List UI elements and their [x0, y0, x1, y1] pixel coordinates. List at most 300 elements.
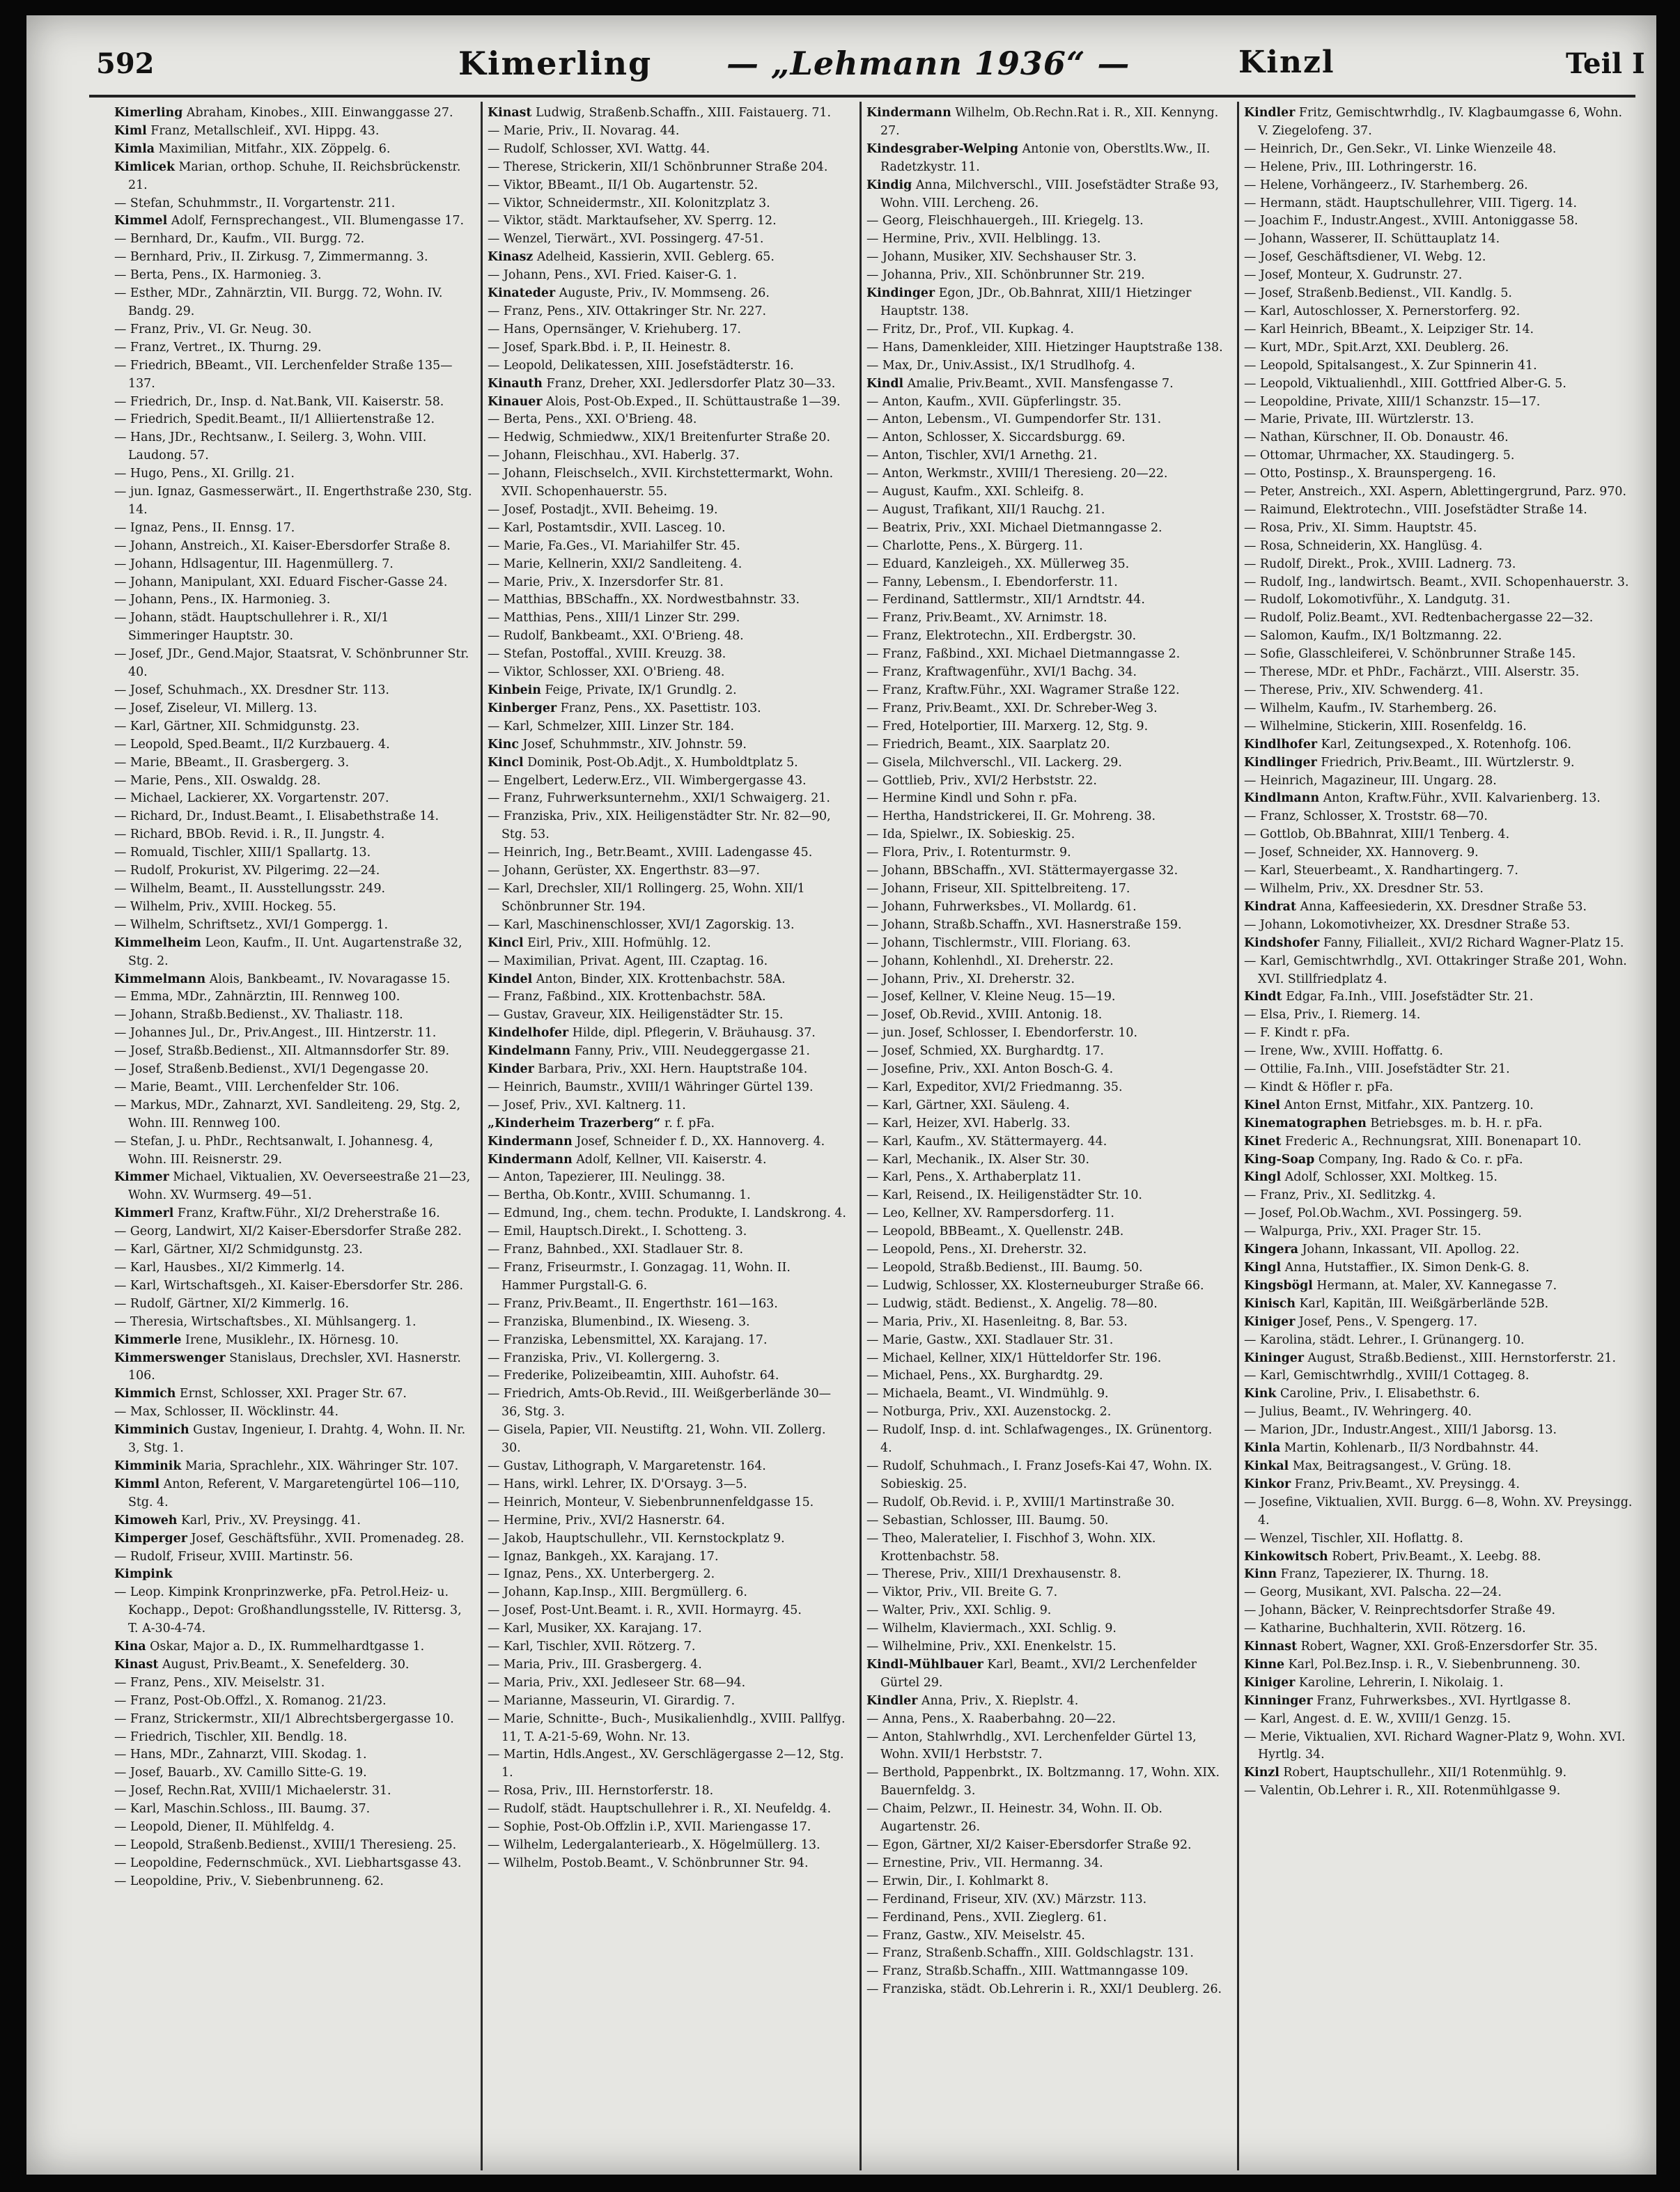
entry-details: — Karolina, städt. Lehrer., I. Grünangerg. 10. — [1244, 1332, 1525, 1347]
directory-entry — [866, 826, 1225, 844]
entry-surname: Kinel — [1244, 1098, 1281, 1112]
directory-entry — [1244, 538, 1634, 556]
directory-entry — [114, 1512, 473, 1530]
directory-entry — [114, 1782, 473, 1801]
entry-details: — Michael, Kellner, XIX/1 Hütteldorfer Str. 196. — [866, 1351, 1162, 1365]
directory-entry — [1244, 1476, 1634, 1494]
entry-surname: Kingsbögl — [1244, 1278, 1313, 1293]
entry-details: Gustav, Ingenieur, I. Drahtg. 4, Wohn. II. Nr. 3, Stg. 1. — [128, 1423, 466, 1456]
directory-entry — [866, 104, 1225, 141]
entry-surname: Kimmerle — [114, 1332, 182, 1347]
directory-entry — [866, 736, 1225, 754]
directory-entry — [866, 177, 1225, 213]
entry-surname: Kindt — [1244, 990, 1282, 1004]
entry-details: — Kurt, MDr., Spit.Arzt, XXI. Deublerg. 26. — [1244, 340, 1509, 355]
entry-surname: Kimml — [114, 1477, 160, 1491]
entry-details: — Friedrich, Amts-Ob.Revid., III. Weißgerberlände 30—36, Stg. 3. — [488, 1387, 832, 1420]
entry-details: — Josef, Monteur, X. Gudrunstr. 27. — [1244, 268, 1463, 283]
directory-entry — [114, 1801, 473, 1819]
entry-details: — Franz, Priv.Beamt., II. Engerthstr. 161—163. — [488, 1296, 778, 1311]
directory-entry — [866, 718, 1225, 736]
entry-surname: Kininger — [1244, 1351, 1305, 1365]
directory-entry — [1244, 1674, 1634, 1693]
entry-details: — Leopoldine, Private, XIII/1 Schanzstr. 15—17. — [1244, 394, 1541, 409]
directory-entry — [1244, 790, 1634, 808]
directory-entry — [114, 123, 473, 141]
directory-entry — [1244, 1494, 1634, 1530]
entry-surname: Kindesgraber-Welping — [866, 141, 1018, 156]
directory-entry — [866, 844, 1225, 862]
directory-entry — [488, 682, 846, 700]
entry-details: — Johann, Anstreich., XI. Kaiser-Ebersdorfer Straße 8. — [114, 538, 451, 553]
directory-entry — [488, 357, 846, 375]
entry-details: — jun. Ignaz, Gasmesserwärt., II. Engerthstraße 230, Stg. 14. — [114, 485, 472, 517]
entry-details: Josef, Schuhmmstr., XIV. Johnstr. 59. — [522, 737, 747, 752]
entry-details: — Walpurga, Priv., XXI. Prager Str. 15. — [1244, 1225, 1481, 1239]
directory-entry — [866, 574, 1225, 592]
entry-details: — Marie, BBeamt., II. Grasbergerg. 3. — [114, 755, 350, 770]
directory-entry — [1244, 917, 1634, 935]
entry-surname: Kingl — [1244, 1170, 1282, 1185]
directory-entry — [114, 429, 473, 465]
directory-entry — [488, 104, 846, 123]
directory-entry — [114, 1548, 473, 1567]
entry-details: — Rudolf, Schuhmach., I. Franz Josefs-Kai 47, Wohn. IX. Sobieskig. 25. — [866, 1459, 1213, 1491]
entry-details: — Hermine, Priv., XVII. Helblingg. 13. — [866, 232, 1101, 247]
entry-details: — Karl, Maschinenschlosser, XVI/1 Zagorskig. 13. — [488, 917, 795, 932]
entry-details: — Rudolf, Poliz.Beamt., XVI. Redtenbachergasse 22—32. — [1244, 611, 1594, 625]
entry-details: — Karl, Pens., X. Arthaberplatz 11. — [866, 1170, 1082, 1185]
entry-surname: Kinast — [114, 1657, 159, 1672]
entry-surname: Kindelmann — [488, 1044, 571, 1059]
entry-details: — jun. Josef, Schlosser, I. Ebendorferstr. 10. — [866, 1026, 1138, 1041]
entry-details: — Johann, Musiker, XIV. Sechshauser Str. 3. — [866, 250, 1137, 265]
directory-entry — [866, 1115, 1225, 1133]
entry-details: — Hermine, Priv., XVI/2 Hasnerstr. 64. — [488, 1513, 725, 1528]
entry-details: — Hermann, städt. Hauptschullehrer, VIII. Tigerg. 14. — [1244, 196, 1578, 210]
entry-details: — Anton, Lebensm., VI. Gumpendorfer Str. 131. — [866, 412, 1162, 427]
directory-entry — [866, 1332, 1225, 1350]
directory-entry — [488, 1259, 846, 1296]
entry-details: Karoline, Lehrerin, I. Nikolaig. 1. — [1298, 1675, 1504, 1690]
directory-entry — [1244, 520, 1634, 538]
entry-details: — Viktor, Schlosser, XXI. O'Brieng. 48. — [488, 665, 725, 680]
directory-entry — [488, 538, 846, 556]
directory-entry — [114, 826, 473, 844]
directory-entry — [866, 790, 1225, 808]
directory-entry — [866, 267, 1225, 285]
directory-entry — [488, 1711, 846, 1747]
directory-entry — [488, 141, 846, 159]
entry-details: — Ida, Spielwr., IX. Sobieskig. 25. — [866, 827, 1075, 842]
entry-details: — Wilhelm, Beamt., II. Ausstellungsstr. 249. — [114, 881, 386, 896]
entry-details: Martin, Kohlenarb., II/3 Nordbahnstr. 44. — [1284, 1441, 1539, 1456]
entry-details: — Sofie, Glasschleiferei, V. Schönbrunner Straße 145. — [1244, 647, 1576, 662]
directory-entry — [114, 1277, 473, 1296]
entry-surname: Kindelhofer — [488, 1026, 569, 1041]
entry-details: — Julius, Beamt., IV. Wehringerg. 40. — [1244, 1405, 1472, 1420]
entry-details: — Georg, Musikant, XVI. Palscha. 22—24. — [1244, 1585, 1502, 1600]
entry-surname: Kindermann — [866, 106, 951, 120]
directory-entry — [114, 1404, 473, 1422]
entry-details: — Franz, Fuhrwerksunternehm., XXI/1 Schwaigerg. 21. — [488, 791, 830, 806]
directory-entry — [1244, 700, 1634, 718]
directory-entry — [488, 1061, 846, 1079]
entry-details: Dominik, Post-Ob.Adjt., X. Humboldtplatz 5. — [527, 755, 798, 770]
directory-entry — [488, 1367, 846, 1385]
entry-details: — Karl, Tischler, XVII. Rötzerg. 7. — [488, 1640, 696, 1654]
directory-entry — [1244, 1296, 1634, 1314]
entry-surname: Kindl — [866, 376, 904, 391]
directory-entry — [1244, 1097, 1634, 1115]
entry-details: — Hans, JDr., Rechtsanw., I. Seilerg. 3, Wohn. VIII. Laudong. 57. — [114, 430, 427, 463]
directory-entry — [1244, 1602, 1634, 1620]
entry-details: — Gisela, Milchverschl., VII. Lackerg. 29. — [866, 755, 1122, 770]
directory-entry — [866, 1855, 1225, 1873]
entry-surname: Kinet — [1244, 1134, 1282, 1149]
entry-details: — Rudolf, Gärtner, XI/2 Kimmerlg. 16. — [114, 1296, 350, 1311]
directory-entry — [114, 104, 473, 123]
entry-details: — Edmund, Ing., chem. techn. Produkte, I. Landskrong. 4. — [488, 1206, 846, 1221]
entry-details: — Franziska, Blumenbind., IX. Wieseng. 3. — [488, 1314, 750, 1329]
directory-entry — [114, 682, 473, 700]
entry-details: Michael, Viktualien, XV. Oeverseestraße 21—23, Wohn. XV. Wurmserg. 49—51. — [128, 1170, 471, 1203]
entry-details: — Franziska, Lebensmittel, XX. Karajang. 17. — [488, 1332, 768, 1347]
entry-details: — Marie, Beamt., VIII. Lerchenfelder Str. 106. — [114, 1080, 400, 1094]
directory-entry — [114, 1097, 473, 1133]
directory-entry — [488, 700, 846, 718]
directory-entry — [488, 1079, 846, 1097]
directory-entry — [1244, 664, 1634, 682]
directory-entry — [1244, 1115, 1634, 1133]
entry-details: — Wilhelm, Postob.Beamt., V. Schönbrunner Str. 94. — [488, 1856, 809, 1870]
directory-entry — [488, 212, 846, 231]
directory-entry — [1244, 1656, 1634, 1674]
directory-entry — [866, 249, 1225, 267]
entry-details: Franz, Fuhrwerksbes., XVI. Hyrtlgasse 8. — [1316, 1693, 1571, 1708]
entry-details: Frederic A., Rechnungsrat, XIII. Bonenapart 10. — [1285, 1134, 1582, 1149]
entry-details: — Maria, Priv., XXI. Jedleseer Str. 68—94. — [488, 1675, 746, 1690]
directory-entry — [114, 1656, 473, 1674]
directory-entry — [488, 1548, 846, 1567]
directory-entry — [1244, 1367, 1634, 1385]
entry-details: — Franz, Strickermstr., XII/1 Albrechtsbergergasse 10. — [114, 1711, 454, 1726]
directory-entry — [866, 1350, 1225, 1368]
directory-entry — [866, 394, 1225, 412]
entry-details: — Wilhelmine, Priv., XXI. Enenkelstr. 15. — [866, 1640, 1117, 1654]
directory-entry — [114, 1837, 473, 1855]
entry-details: — Karl, Gemischtwrhdlg., XVI. Ottakringer Straße 201, Wohn. XVI. Stillfriedplatz 4. — [1244, 954, 1627, 986]
directory-entry — [1244, 212, 1634, 231]
entry-details: Auguste, Priv., IV. Mommseng. 26. — [559, 286, 770, 301]
entry-details: — Therese, Priv., XIII/1 Drexhausenstr. 8. — [866, 1567, 1121, 1582]
directory-entry — [1244, 1638, 1634, 1656]
entry-details: — Helene, Vorhängeerz., IV. Starhemberg. 26. — [1244, 178, 1528, 192]
directory-entry — [866, 483, 1225, 502]
entry-surname: Kindl-Mühlbauer — [866, 1657, 983, 1672]
directory-entry — [1244, 718, 1634, 736]
directory-entry — [488, 123, 846, 141]
directory-entry — [866, 1638, 1225, 1656]
header-right-keyword: Kinzl — [1238, 45, 1335, 80]
directory-entry — [488, 1097, 846, 1115]
entry-details: — Flora, Priv., I. Rotenturmstr. 9. — [866, 846, 1071, 860]
directory-entry — [866, 899, 1225, 917]
entry-details: — Hans, wirkl. Lehrer, IX. D'Orsayg. 3—5. — [488, 1477, 747, 1491]
entry-details: — Ferdinand, Friseur, XIV. (XV.) Märzstr. 113. — [866, 1892, 1147, 1906]
entry-surname: Kiml — [114, 123, 147, 138]
entry-details: Max, Beitragsangest., V. Grüng. 18. — [1292, 1459, 1511, 1473]
entry-details: Abraham, Kinobes., XIII. Einwanggasse 27. — [186, 106, 453, 120]
header-left-keyword: Kimerling — [458, 45, 653, 82]
directory-entry — [866, 411, 1225, 429]
directory-entry — [488, 971, 846, 989]
entry-details: — Rudolf, Lokomotivführ., X. Landgutg. 31. — [1244, 593, 1511, 607]
directory-entry — [866, 1764, 1225, 1801]
directory-entry — [1244, 1530, 1634, 1548]
entry-details: — Hans, Damenkleider, XIII. Hietzinger Hauptstraße 138. — [866, 340, 1223, 355]
directory-entry — [488, 1638, 846, 1656]
entry-details: Franz, Metallschleif., XVI. Hippg. 43. — [150, 123, 380, 138]
entry-surname: Kimoweh — [114, 1513, 178, 1528]
entry-details: — Johann, Tischlermstr., VIII. Floriang. 63. — [866, 935, 1131, 950]
entry-details: — Theresia, Wirtschaftsbes., XI. Mühlsangerg. 1. — [114, 1314, 417, 1329]
entry-details: — Johann, Gerüster, XX. Engerthstr. 83—97. — [488, 864, 760, 878]
entry-details: Anna, Kaffeesiederin, XX. Dresdner Straße 53. — [1300, 899, 1587, 914]
directory-entry — [866, 1693, 1225, 1711]
entry-details: Barbara, Priv., XXI. Hern. Hauptstraße 104. — [538, 1062, 808, 1077]
directory-entry — [114, 1314, 473, 1332]
entry-details: — Johann, Fleischhau., XVI. Haberlg. 37. — [488, 449, 740, 463]
directory-entry — [488, 628, 846, 646]
entry-surname: Kinn — [1244, 1567, 1277, 1582]
directory-entry — [1244, 231, 1634, 249]
entry-details: — August, Kaufm., XXI. Schleifg. 8. — [866, 485, 1084, 499]
directory-entry — [114, 1205, 473, 1223]
entry-details: — Georg, Landwirt, XI/2 Kaiser-Ebersdorfer Straße 282. — [114, 1225, 462, 1239]
directory-entry — [114, 285, 473, 321]
entry-details: — Therese, Strickerin, XII/1 Schönbrunner Straße 204. — [488, 160, 828, 174]
directory-entry — [1244, 935, 1634, 953]
entry-details: — Chaim, Pelzwr., II. Heinestr. 34, Wohn. II. Ob. Augartenstr. 26. — [866, 1802, 1162, 1835]
directory-entry — [866, 556, 1225, 574]
entry-details: — Karl, Wirtschaftsgeh., XI. Kaiser-Ebersdorfer Str. 286. — [114, 1278, 463, 1293]
entry-details: — Gisela, Papier, VII. Neustiftg. 21, Wohn. VII. Zollerg. 30. — [488, 1423, 826, 1456]
entry-details: Oskar, Major a. D., IX. Rummelhardtgasse 1. — [150, 1640, 425, 1654]
directory-column-1 — [114, 104, 473, 2166]
directory-entry — [488, 1205, 846, 1223]
directory-entry — [488, 844, 846, 862]
entry-details: — Peter, Anstreich., XXI. Aspern, Ablettingergrund, Parz. 970. — [1244, 485, 1626, 499]
directory-entry — [1244, 447, 1634, 465]
directory-entry — [488, 465, 846, 502]
entry-details: Johann, Inkassant, VII. Apollog. 22. — [1302, 1243, 1520, 1257]
directory-entry — [488, 736, 846, 754]
entry-details: Karl, Zeitungsexped., X. Rotenhofg. 106. — [1321, 737, 1572, 752]
directory-entry — [1244, 1043, 1634, 1061]
entry-details: — Anton, Tapezierer, III. Neulingg. 38. — [488, 1170, 726, 1185]
directory-entry — [114, 1350, 473, 1386]
entry-details: — Karl, Gemischtwrhdlg., XVIII/1 Cottageg. 8. — [1244, 1369, 1530, 1383]
directory-entry — [488, 339, 846, 357]
directory-entry — [1244, 556, 1634, 574]
directory-entry — [866, 1025, 1225, 1043]
directory-entry — [488, 1530, 846, 1548]
entry-details: — Karl, Postamtsdir., XVII. Lasceg. 10. — [488, 520, 726, 535]
entry-details: — F. Kindt r. pFa. — [1244, 1026, 1351, 1041]
entry-details: — August, Trafikant, XII/1 Rauchg. 21. — [866, 502, 1105, 517]
directory-entry — [1244, 609, 1634, 628]
directory-entry — [1244, 591, 1634, 609]
directory-entry — [488, 1819, 846, 1837]
directory-entry — [488, 321, 846, 339]
directory-entry — [1244, 1223, 1634, 1241]
entry-surname: Kindlhofer — [1244, 737, 1318, 752]
directory-entry — [114, 1259, 473, 1277]
entry-details: — Marie, Priv., II. Novarag. 44. — [488, 123, 680, 138]
entry-details: — Karl, Kaufm., XV. Stättermayerg. 44. — [866, 1134, 1107, 1149]
directory-entry — [488, 267, 846, 285]
entry-details: — Hermine Kindl und Sohn r. pFa. — [866, 791, 1078, 806]
entry-details: Wilhelm, Ob.Rechn.Rat i. R., XII. Kennyng. 27. — [880, 106, 1219, 138]
entry-details: — Franz, Gastw., XIV. Meiselstr. 45. — [866, 1928, 1085, 1943]
entry-surname: Kindler — [866, 1693, 918, 1708]
directory-entry — [488, 249, 846, 267]
entry-details: — Anna, Pens., X. Raaberbahng. 20—22. — [866, 1711, 1116, 1726]
directory-entry — [1244, 104, 1634, 141]
directory-entry — [1244, 862, 1634, 880]
directory-entry — [1244, 411, 1634, 429]
entry-details: — Friedrich, Beamt., XIX. Saarplatz 20. — [866, 737, 1110, 752]
entry-details: — Franz, Post-Ob.Offzl., X. Romanog. 21/23. — [114, 1693, 387, 1708]
directory-entry — [1244, 267, 1634, 285]
directory-entry — [114, 1061, 473, 1079]
entry-surname: Kinberger — [488, 701, 557, 715]
entry-details: Josef, Geschäftsführ., XVII. Promenadeg. 28. — [191, 1531, 465, 1546]
directory-entry — [488, 862, 846, 880]
directory-entry — [1244, 1458, 1634, 1476]
directory-entry — [114, 1476, 473, 1512]
entry-details: — Franz, Faßbind., XIX. Krottenbachstr. 58A. — [488, 990, 766, 1004]
entry-details: — Anton, Stahlwrhdlg., XVI. Lerchenfelder Gürtel 13, Wohn. XVII/1 Herbststr. 7. — [866, 1729, 1197, 1762]
entry-details: Fritz, Gemischtwrhdlg., IV. Klagbaumgasse 6, Wohn. V. Ziegelofeng. 37. — [1258, 106, 1623, 138]
directory-entry — [488, 591, 846, 609]
directory-entry — [488, 1566, 846, 1584]
entry-details: — Michael, Lackierer, XX. Vorgartenstr. 207. — [114, 791, 389, 806]
entry-details: — Wilhelm, Klaviermach., XXI. Schlig. 9. — [866, 1622, 1117, 1636]
entry-details: — Josef, Rechn.Rat, XVIII/1 Michaelerstr. 31. — [114, 1784, 391, 1798]
directory-entry — [114, 1638, 473, 1656]
entry-details: — Johannes Jul., Dr., Priv.Angest., III. Hintzerstr. 11. — [114, 1026, 437, 1041]
entry-details: — Franziska, städt. Ob.Lehrerin i. R., XXI/1 Deublerg. 26. — [866, 1982, 1222, 1997]
entry-surname: Kimla — [114, 141, 155, 156]
entry-details: Maximilian, Mitfahr., XIX. Zöppelg. 6. — [158, 141, 391, 156]
directory-entry — [114, 1764, 473, 1782]
directory-entry — [866, 1494, 1225, 1512]
entry-details: — Wenzel, Tierwärt., XVI. Possingerg. 47-51. — [488, 232, 764, 247]
entry-details: — Stefan, J. u. PhDr., Rechtsanwalt, I. Johannesg. 4, Wohn. III. Reisnerstr. 29. — [114, 1134, 433, 1167]
directory-entry — [114, 646, 473, 682]
directory-entry — [866, 917, 1225, 935]
directory-entry — [1244, 1620, 1634, 1638]
entry-surname: Kinisch — [1244, 1296, 1296, 1311]
directory-entry — [866, 754, 1225, 772]
entry-details: — Marion, JDr., Industr.Angest., XIII/1 Jaborsg. 13. — [1244, 1423, 1557, 1438]
directory-entry — [1244, 1187, 1634, 1205]
directory-entry — [866, 880, 1225, 899]
entry-details: — Josef, Ziseleur, VI. Millerg. 13. — [114, 701, 318, 715]
directory-entry — [488, 609, 846, 628]
entry-details: Hermann, at. Maler, XV. Kannegasse 7. — [1316, 1278, 1557, 1293]
directory-entry — [866, 1927, 1225, 1945]
entry-details: r. f. pFa. — [664, 1116, 715, 1130]
entry-details: August, Priv.Beamt., X. Senefelderg. 30. — [162, 1657, 410, 1672]
entry-details: — Fritz, Dr., Prof., VII. Kupkag. 4. — [866, 322, 1074, 336]
directory-entry — [866, 1061, 1225, 1079]
entry-details: — Franz, Straßb.Schaffn., XIII. Wattmanngasse 109. — [866, 1964, 1189, 1979]
directory-entry — [114, 591, 473, 609]
entry-details: — Rudolf, Bankbeamt., XXI. O'Brieng. 48. — [488, 629, 744, 644]
directory-column-3 — [866, 104, 1225, 2166]
entry-details: — Karl, Angest. d. E. W., XVIII/1 Genzg. 15. — [1244, 1711, 1511, 1726]
entry-details: — Friedrich, Tischler, XII. Bendlg. 18. — [114, 1729, 348, 1744]
directory-entry — [488, 1296, 846, 1314]
entry-details: — Rosa, Priv., III. Hernstorferstr. 18. — [488, 1784, 714, 1798]
entry-details: — Karl Heinrich, BBeamt., X. Leipziger Str. 14. — [1244, 322, 1534, 336]
directory-entry — [114, 1584, 473, 1638]
directory-entry — [114, 1169, 473, 1205]
entry-details: Betriebsges. m. b. H. r. pFa. — [1370, 1116, 1543, 1130]
entry-details: — Johann, Bäcker, V. Reinprechtsdorfer Straße 49. — [1244, 1603, 1556, 1618]
entry-details: — Franz, Friseurmstr., I. Gonzagag. 11, Wohn. II. Hammer Purgstall-G. 6. — [488, 1261, 791, 1293]
entry-details: Antonie von, Oberstlts.Ww., II. Radetzkystr. 11. — [880, 141, 1211, 174]
entry-details: Maria, Sprachlehr., XIX. Währinger Str. 107. — [185, 1459, 459, 1473]
entry-details: — Hans, MDr., Zahnarzt, VIII. Skodag. 1. — [114, 1748, 367, 1762]
directory-entry — [866, 502, 1225, 520]
entry-details: — Berthold, Pappenbrkt., IX. Boltzmanng. 17, Wohn. XIX. Bauernfeldg. 3. — [866, 1766, 1220, 1798]
entry-details: Franz, Priv.Beamt., XV. Preysingg. 4. — [1294, 1477, 1520, 1491]
directory-entry — [1244, 1151, 1634, 1169]
entry-surname: Kindler — [1244, 106, 1296, 120]
directory-entry — [488, 1332, 846, 1350]
directory-entry — [1244, 1079, 1634, 1097]
directory-entry — [114, 1566, 473, 1584]
entry-details: Robert, Hauptschullehr., XII/1 Rotenmühlg. 9. — [1283, 1766, 1567, 1780]
entry-details: — Josef, Postadjt., XVII. Beheimg. 19. — [488, 502, 718, 517]
directory-entry — [1244, 628, 1634, 646]
entry-details: — Wilhelm, Schriftsetz., XVI/1 Gompergg. 1. — [114, 917, 389, 932]
entry-details: — Georg, Fleischhauergeh., III. Kriegelg. 13. — [866, 214, 1144, 228]
directory-entry — [866, 664, 1225, 682]
directory-entry — [488, 790, 846, 808]
directory-entry — [866, 1223, 1225, 1241]
entry-surname: Kimminich — [114, 1423, 189, 1438]
directory-entry — [488, 1512, 846, 1530]
entry-details: — Ignaz, Bankgeh., XX. Karajang. 17. — [488, 1549, 719, 1564]
directory-entry — [114, 609, 473, 646]
entry-details: — Heinrich, Dr., Gen.Sekr., VI. Linke Wienzeile 48. — [1244, 141, 1557, 156]
directory-entry — [114, 1530, 473, 1548]
directory-entry — [1244, 1259, 1634, 1277]
entry-surname: Kindlinger — [1244, 755, 1317, 770]
entry-details: — Johann, Wasserer, II. Schüttauplatz 14. — [1244, 232, 1500, 247]
directory-entry — [1244, 682, 1634, 700]
entry-surname: Kinematographen — [1244, 1116, 1367, 1130]
directory-entry — [488, 1584, 846, 1602]
entry-details: — Matthias, BBSchaffn., XX. Nordwestbahnstr. 33. — [488, 593, 800, 607]
directory-entry — [866, 1187, 1225, 1205]
directory-entry — [1244, 808, 1634, 826]
